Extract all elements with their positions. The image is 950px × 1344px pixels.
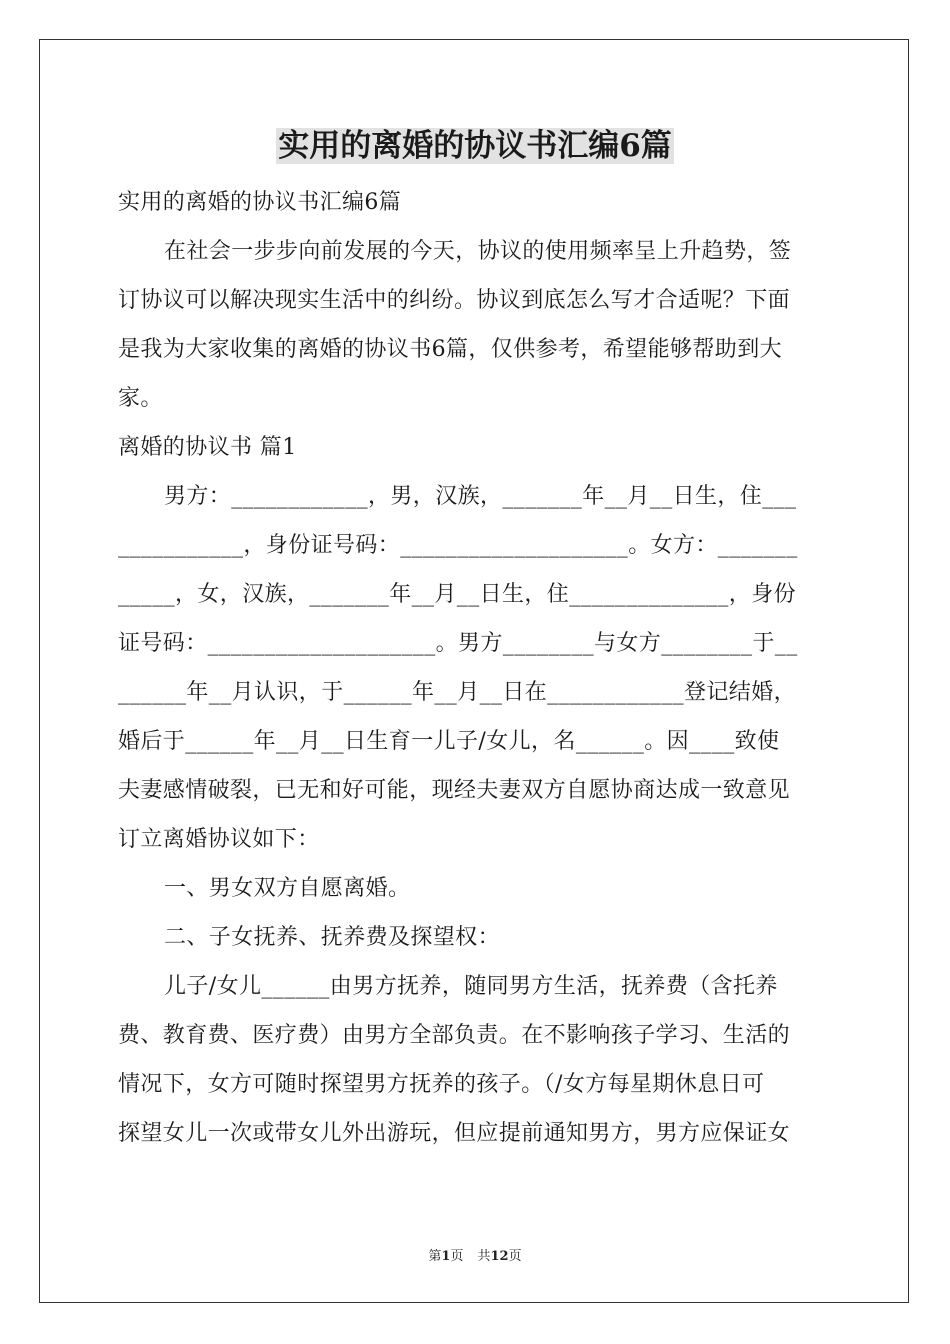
party-info-line: 婚后于______年__月__日生育一儿子/女儿，名______。因____致使 bbox=[118, 729, 780, 754]
subtitle-line: 实用的离婚的协议书汇编6篇 bbox=[118, 190, 402, 215]
page-footer bbox=[0, 1247, 950, 1267]
document-title-text: 实用的离婚的协议书汇编6篇 bbox=[278, 128, 672, 164]
intro-paragraph-line: 订协议可以解决现实生活中的纠纷。协议到底怎么写才合适呢？下面 bbox=[118, 288, 791, 313]
party-info-line: 夫妻感情破裂，已无和好可能，现经夫妻双方自愿协商达成一致意见 bbox=[118, 778, 791, 803]
footer-total-pages: 12 bbox=[490, 1249, 509, 1264]
footer-page-prefix: 第 bbox=[428, 1249, 442, 1264]
footer-page-suffix: 页 bbox=[450, 1249, 464, 1264]
party-info-line: 证号码：____________________。男方________与女方________于__ bbox=[118, 631, 798, 656]
document-title bbox=[0, 124, 950, 168]
intro-paragraph-line: 是我为大家收集的离婚的协议书6篇，仅供参考，希望能够帮助到大 bbox=[118, 337, 782, 362]
section-heading: 离婚的协议书 篇1 bbox=[118, 435, 297, 460]
intro-paragraph-line: 在社会一步步向前发展的今天，协议的使用频率呈上升趋势，签 bbox=[164, 239, 792, 264]
custody-paragraph-line: 探望女儿一次或带女儿外出游玩，但应提前通知男方，男方应保证女 bbox=[118, 1121, 791, 1146]
document-body bbox=[118, 178, 834, 1158]
clause-line: 一、男女双方自愿离婚。 bbox=[164, 876, 411, 901]
party-info-line: 订立离婚协议如下： bbox=[118, 827, 320, 852]
party-info-line: ______年__月认识，于______年__月__日在____________登记结婚， bbox=[118, 680, 797, 705]
footer-total-prefix: 共 bbox=[477, 1249, 491, 1264]
clause-line: 二、子女抚养、抚养费及探望权： bbox=[164, 925, 501, 950]
footer-page-number: 1 bbox=[441, 1249, 451, 1264]
custody-paragraph-line: 情况下，女方可随时探望男方抚养的孩子。（/女方每星期休息日可 bbox=[118, 1072, 765, 1097]
custody-paragraph-line: 儿子/女儿______由男方抚养，随同男方生活，抚养费（含托养 bbox=[164, 974, 778, 999]
intro-paragraph-line: 家。 bbox=[118, 386, 163, 411]
custody-paragraph-line: 费、教育费、医疗费）由男方全部负责。在不影响孩子学习、生活的 bbox=[118, 1023, 791, 1048]
party-info-line: ___________，身份证号码：____________________。女方：_______ bbox=[118, 533, 798, 558]
footer-total-suffix: 页 bbox=[508, 1249, 522, 1264]
party-info-line: _____，女，汉族，_______年__月__日生，住______________，身份 bbox=[118, 582, 797, 607]
party-info-line: 男方：____________，男，汉族，_______年__月__日生，住___ bbox=[164, 484, 797, 509]
